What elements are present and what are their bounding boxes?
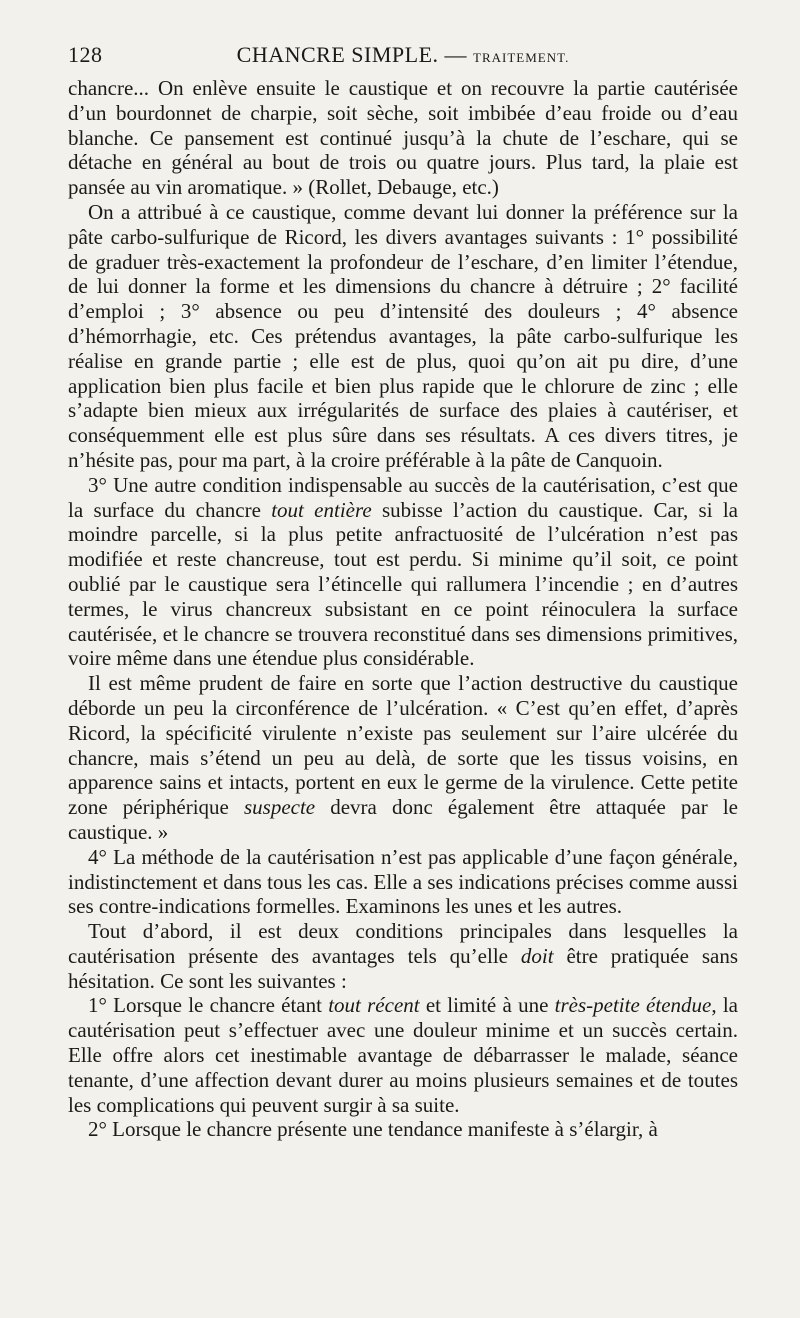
header-separator: — [444, 42, 468, 67]
text-segment: , la cautérisation peut s’effectuer avec une douleur minime et un succès certain. Elle offre alors cet inestimable avantage de débarrasser le malade, séance tenante, d’une affection devant durer au moins plusieurs semaines et de toutes les complications qui peuvent surgir à sa suite. [68, 993, 738, 1117]
section-title: TRAITEMENT. [473, 50, 570, 65]
paragraph [68, 919, 738, 993]
italic-text: très-petite étendue [554, 993, 712, 1018]
italic-text: tout entière [271, 497, 372, 522]
paragraph [68, 993, 738, 1117]
text-segment: chancre... On enlève ensuite le caustique et on recouvre la partie cautérisée d’un bourdonnet de charpie, soit sèche, soit imbibée d’eau froide ou d’eau blanche. Ce pansement est continué jusqu’à la chute de l’eschare, qui se détache en général au bout de trois ou quatre jours. Plus tard, la plaie est pansée au vin aromatique. » (Rollet, Debauge, etc.) [68, 76, 738, 200]
text-segment: 4° La méthode de la cautérisation n’est pas applicable d’une façon générale, indistinctement et dans tous les cas. Elle a ses indications précises comme aussi ses contre-indications formelles. Examinons les unes et les autres. [68, 844, 738, 919]
text-segment: On a attribué à ce caustique, comme devant lui donner la préférence sur la pâte carbo-sulfurique de Ricord, les divers avantages suivants : 1° possibilité de graduer très-exactement la profondeur de l’eschare, d’en limiter l’étendue, de lui donner la forme et les dimensions du chancre à détruire ; 2° facilité d’emploi ; 3° absence ou peu d’intensité des douleurs ; 4° absence d’hémorrhagie, etc. Ces prétendus avantages, la pâte carbo-sulfurique les réalise en grande partie ; elle est de plus, quoi qu’on ait pu dire, d’une application bien plus facile et bien plus rapide que le chlorure de zinc ; elle s’adapte bien mieux aux irrégularités de surface des plaies à cautériser, et conséquemment elle est plus sûre dans ses résultats. A ces divers titres, je n’hésite pas, pour ma part, à la croire préférable à la pâte de Canquoin. [68, 199, 738, 472]
paragraph [68, 473, 738, 671]
body-text [68, 76, 738, 1142]
paragraph [68, 671, 738, 845]
paragraph [68, 845, 738, 919]
italic-text: doit [520, 943, 554, 968]
page-header [68, 40, 738, 76]
paragraph [68, 76, 738, 200]
text-segment: subisse l’action du caustique. Car, si la moindre parcelle, si la plus petite anfractuosité de l’ulcération n’est pas modifiée et reste chancreuse, tout est perdu. Si minime qu’il soit, ce point oublié par le caustique sera l’étincelle qui rallumera l’incendie ; en d’autres termes, le virus chancreux subsistant en ce point réinoculera la surface cautérisée, et le chancre se trouvera reconstitué dans ses dimensions primitives, voire même dans une étendue plus considérable. [68, 497, 738, 671]
italic-text: tout récent [328, 993, 420, 1018]
text-segment: 2° Lorsque le chancre présente une tendance manifeste à s’élargir, à [88, 1117, 658, 1142]
paragraph [68, 1117, 738, 1142]
text-segment: être pratiquée sans hésitation. Ce sont les suivantes : [68, 943, 738, 993]
italic-text: suspecte [243, 795, 316, 820]
text-segment: et limité à une [419, 993, 555, 1018]
text-segment: Tout d’abord, il est deux conditions principales dans lesquelles la cautérisation présente des avantages tels qu’elle [68, 919, 738, 968]
page-number: 128 [68, 42, 103, 67]
text-segment: devra donc également être attaquée par le caustique. » [68, 795, 738, 844]
text-segment: 1° Lorsque le chancre étant [88, 993, 329, 1018]
text-segment: 3° Une autre condition indispensable au succès de la cautérisation, c’est que la surface du chancre [68, 472, 738, 522]
running-title: CHANCRE SIMPLE. [236, 42, 439, 67]
paragraph [68, 200, 738, 473]
running-head [68, 42, 738, 68]
text-segment: Il est même prudent de faire en sorte que l’action destructive du caustique déborde un peu la circonférence de l’ulcération. « C’est qu’en effet, d’après Ricord, la spécificité virulente n’existe pas seulement sur l’aire ulcérée du chancre, mais s’étend un peu au delà, de sorte que les tissus voisins, en apparence sains et intacts, portent en eux le germe de la virulence. Cette petite zone périphérique [68, 671, 738, 820]
